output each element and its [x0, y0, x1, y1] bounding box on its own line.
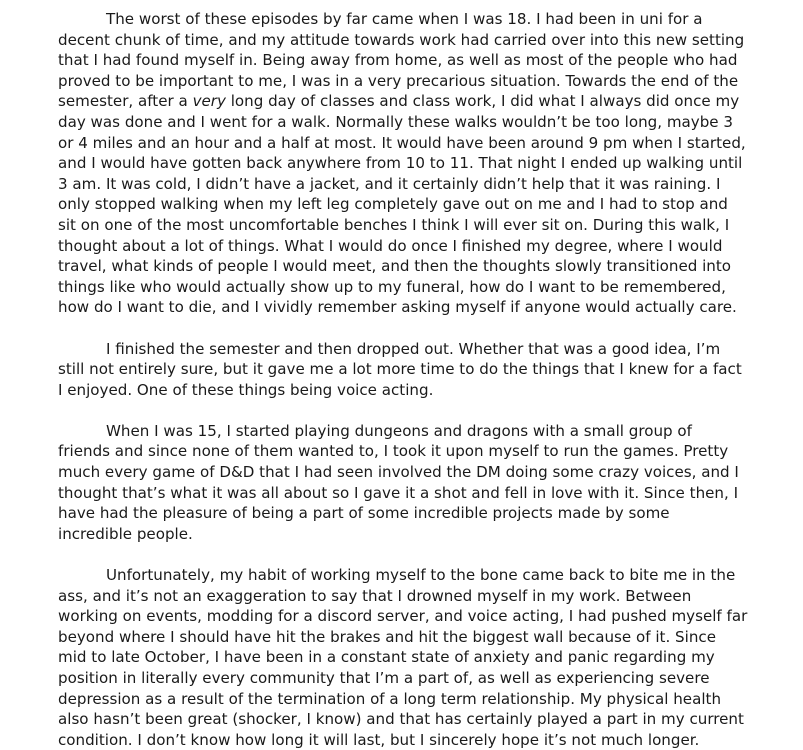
document-body [58, 9, 748, 750]
paragraph-1-text-a: The worst of these episodes by far came when I was 18. I had been in uni for a decent chunk of time, and my attitude towards work had carried over into this new setting that I had found myself in. Being away from home, as well as most of the people who had proved to be important to me, I was in a very precarious situation. Towards the end of the semester, after a [58, 10, 745, 111]
paragraph-4: Unfortunately, my habit of working myself to the bone came back to bite me in the ass, and it’s not an exaggeration to say that I drowned myself in my work. Between working on events, modding for a discord server, and voice acting, I had pushed myself far beyond where I should have hit the brakes and hit the biggest wall because of it. Since mid to late October, I have been in a constant state of anxiety and panic regarding my position in literally every community that I’m a part of, as well as experiencing severe depression as a result of the termination of a long term relationship. My physical health also hasn’t been great (shocker, I know) and that has certainly played a part in my current condition. I don’t know how long it will last, but I sincerely hope it’s not much longer. [58, 566, 748, 749]
paragraph-1-text-b: long day of classes and class work, I did what I always did once my day was done and I went for a walk. Normally these walks wouldn’t be too long, maybe 3 or 4 miles and an hour and a half at most. It would have been around 9 pm when I started, and I would have gotten back anywhere from 10 to 11. That night I ended up walking until 3 am. It was cold, I didn’t have a jacket, and it certainly didn’t help that it was raining. I only stopped walking when my left leg completely gave out on me and I had to stop and sit on one of the most uncomfortable benches I think I will ever sit on. During this walk, I thought about a lot of things. What I would do once I finished my degree, where I would travel, what kinds of people I would meet, and then the thoughts slowly transitioned into things like who would actually show up to my funeral, how do I want to be remembered, how do I want to die, and I vividly remember asking myself if anyone would actually care. [58, 92, 746, 317]
paragraph-3: When I was 15, I started playing dungeons and dragons with a small group of friends and since none of them wanted to, I took it upon myself to run the games. Pretty much every game of D&D that I had seen involved the DM doing some crazy voices, and I thought that’s what it was all about so I gave it a shot and fell in love with it. Since then, I have had the pleasure of being a part of some incredible projects made by some incredible people. [58, 421, 739, 543]
paragraph-2: I finished the semester and then dropped out. Whether that was a good idea, I’m still not entirely sure, but it gave me a lot more time to do the things that I knew for a fact I enjoyed. One of these things being voice acting. [58, 339, 742, 399]
paragraph-1 [58, 9, 748, 318]
paragraph-1-emphasis: very [192, 92, 226, 111]
